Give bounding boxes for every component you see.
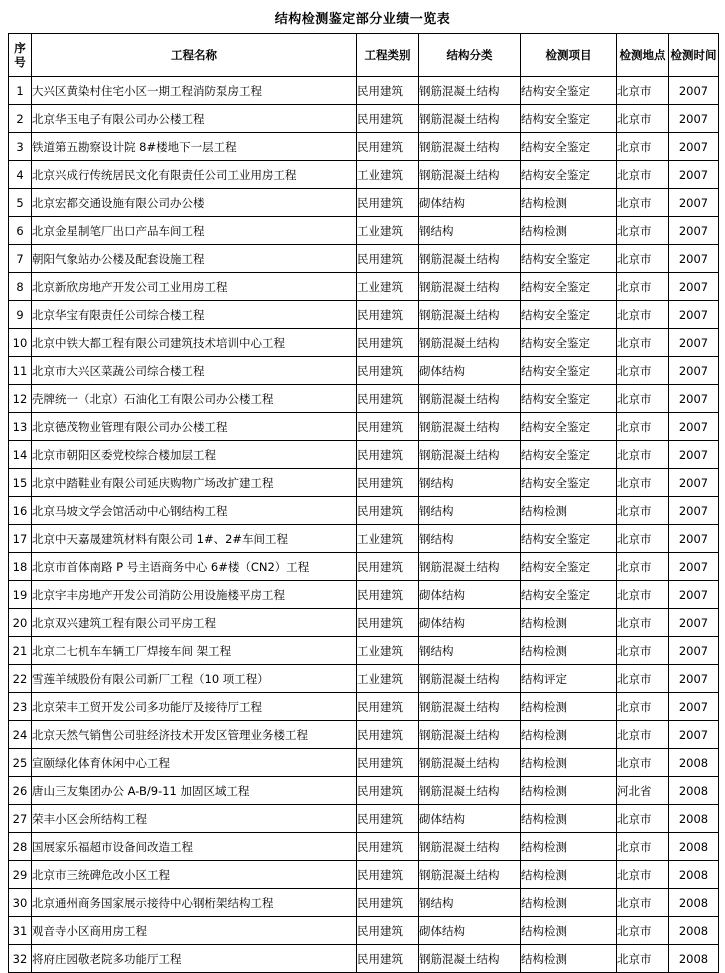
inspection-item: 结构检测 [521,777,617,805]
structure-type: 砌体结构 [419,189,521,217]
inspection-place: 北京市 [617,301,669,329]
table-row [9,525,719,553]
structure-type: 钢筋混凝土结构 [419,413,521,441]
structure-type: 钢筋混凝土结构 [419,693,521,721]
row-number: 30 [9,889,32,917]
table-row [9,441,719,469]
row-number: 19 [9,581,32,609]
inspection-place: 北京市 [617,581,669,609]
inspection-place: 北京市 [617,889,669,917]
inspection-item: 结构安全鉴定 [521,301,617,329]
structure-type: 钢筋混凝土结构 [419,273,521,301]
inspection-place: 北京市 [617,833,669,861]
project-type: 民用建筑 [357,385,419,413]
structure-type: 钢筋混凝土结构 [419,245,521,273]
project-type: 民用建筑 [357,189,419,217]
project-type: 民用建筑 [357,301,419,329]
row-number: 8 [9,273,32,301]
project-type: 民用建筑 [357,133,419,161]
inspection-item: 结构检测 [521,497,617,525]
structure-type: 钢结构 [419,637,521,665]
inspection-place: 北京市 [617,861,669,889]
inspection-item: 结构检测 [521,693,617,721]
project-name: 北京市大兴区菜蔬公司综合楼工程 [32,357,357,385]
project-type: 民用建筑 [357,833,419,861]
row-number: 2 [9,105,32,133]
project-name: 北京中铁大都工程有限公司建筑技术培训中心工程 [32,329,357,357]
inspection-item: 结构安全鉴定 [521,273,617,301]
inspection-place: 北京市 [617,245,669,273]
project-name: 宣颐绿化体育休闲中心工程 [32,749,357,777]
project-type: 民用建筑 [357,469,419,497]
row-number: 4 [9,161,32,189]
row-number: 21 [9,637,32,665]
row-number: 12 [9,385,32,413]
table-row [9,301,719,329]
row-number: 24 [9,721,32,749]
project-type: 民用建筑 [357,553,419,581]
inspection-place: 北京市 [617,945,669,973]
inspection-place: 北京市 [617,553,669,581]
row-number: 23 [9,693,32,721]
table-row [9,693,719,721]
row-number: 6 [9,217,32,245]
table-row [9,77,719,105]
structure-type: 钢筋混凝土结构 [419,945,521,973]
inspection-place: 北京市 [617,469,669,497]
table-row [9,833,719,861]
inspection-place: 北京市 [617,805,669,833]
structure-type: 砌体结构 [419,917,521,945]
table-row [9,497,719,525]
table-row [9,777,719,805]
structure-type: 钢结构 [419,525,521,553]
inspection-place: 北京市 [617,721,669,749]
header-project-name: 工程名称 [32,34,357,77]
structure-type: 钢结构 [419,469,521,497]
table-row [9,245,719,273]
inspection-year: 2007 [669,553,719,581]
inspection-year: 2007 [669,77,719,105]
inspection-place: 北京市 [617,665,669,693]
inspection-item: 结构安全鉴定 [521,581,617,609]
structure-type: 钢筋混凝土结构 [419,385,521,413]
inspection-item: 结构安全鉴定 [521,245,617,273]
project-type: 民用建筑 [357,329,419,357]
inspection-item: 结构安全鉴定 [521,553,617,581]
inspection-year: 2007 [669,301,719,329]
inspection-year: 2007 [669,273,719,301]
inspection-item: 结构安全鉴定 [521,385,617,413]
project-type: 工业建筑 [357,525,419,553]
structure-type: 砌体结构 [419,805,521,833]
project-name: 北京金星制笔厂出口产品车间工程 [32,217,357,245]
inspection-item: 结构安全鉴定 [521,133,617,161]
table-row [9,749,719,777]
inspection-place: 北京市 [617,385,669,413]
row-number: 15 [9,469,32,497]
inspection-place: 北京市 [617,637,669,665]
header-project-type: 工程类别 [357,34,419,77]
project-name: 观音寺小区商用房工程 [32,917,357,945]
inspection-year: 2008 [669,945,719,973]
project-type: 民用建筑 [357,889,419,917]
inspection-year: 2007 [669,469,719,497]
project-name: 北京宇丰房地产开发公司消防公用设施楼平房工程 [32,581,357,609]
inspection-place: 北京市 [617,105,669,133]
project-type: 民用建筑 [357,413,419,441]
performance-table [8,33,719,973]
inspection-place: 北京市 [617,413,669,441]
project-type: 民用建筑 [357,805,419,833]
inspection-place: 北京市 [617,441,669,469]
row-number: 26 [9,777,32,805]
table-row [9,581,719,609]
inspection-item: 结构安全鉴定 [521,469,617,497]
header-structure-type: 结构分类 [419,34,521,77]
header-inspection-item: 检测项目 [521,34,617,77]
inspection-place: 北京市 [617,217,669,245]
row-number: 14 [9,441,32,469]
project-name: 北京华宝有限责任公司综合楼工程 [32,301,357,329]
inspection-year: 2007 [669,441,719,469]
structure-type: 钢筋混凝土结构 [419,133,521,161]
inspection-place: 河北省 [617,777,669,805]
project-type: 民用建筑 [357,609,419,637]
inspection-year: 2007 [669,133,719,161]
row-number: 5 [9,189,32,217]
inspection-item: 结构安全鉴定 [521,161,617,189]
project-type: 民用建筑 [357,693,419,721]
project-name: 北京中天嘉晟建筑材料有限公司 1#、2#车间工程 [32,525,357,553]
inspection-year: 2007 [669,161,719,189]
inspection-year: 2007 [669,413,719,441]
project-name: 北京马坡文学会馆活动中心钢结构工程 [32,497,357,525]
structure-type: 钢结构 [419,889,521,917]
inspection-year: 2007 [669,637,719,665]
table-row [9,133,719,161]
row-number: 13 [9,413,32,441]
inspection-place: 北京市 [617,357,669,385]
row-number: 3 [9,133,32,161]
structure-type: 钢筋混凝土结构 [419,77,521,105]
inspection-item: 结构检测 [521,637,617,665]
inspection-place: 北京市 [617,749,669,777]
table-row [9,105,719,133]
project-type: 民用建筑 [357,105,419,133]
inspection-year: 2007 [669,721,719,749]
inspection-place: 北京市 [617,497,669,525]
project-name: 雪莲羊绒股份有限公司新厂工程（10 项工程） [32,665,357,693]
table-row [9,469,719,497]
document-title: 结构检测鉴定部分业绩一览表 [274,12,451,27]
row-number: 22 [9,665,32,693]
row-number: 28 [9,833,32,861]
project-name: 北京宏都交通设施有限公司办公楼 [32,189,357,217]
inspection-item: 结构检测 [521,917,617,945]
table-row [9,889,719,917]
inspection-item: 结构安全鉴定 [521,357,617,385]
inspection-place: 北京市 [617,133,669,161]
inspection-item: 结构安全鉴定 [521,413,617,441]
project-name: 北京通州商务国家展示接待中心钢桁架结构工程 [32,889,357,917]
inspection-year: 2007 [669,497,719,525]
structure-type: 砌体结构 [419,581,521,609]
project-type: 民用建筑 [357,749,419,777]
structure-type: 钢筋混凝土结构 [419,721,521,749]
project-name: 北京新欣房地产开发公司工业用房工程 [32,273,357,301]
row-number: 10 [9,329,32,357]
table-row [9,217,719,245]
inspection-year: 2008 [669,833,719,861]
inspection-year: 2007 [669,693,719,721]
inspection-place: 北京市 [617,189,669,217]
header-inspection-year: 检测时间 [669,34,719,77]
table-row [9,273,719,301]
project-type: 民用建筑 [357,917,419,945]
inspection-place: 北京市 [617,609,669,637]
inspection-year: 2008 [669,777,719,805]
inspection-item: 结构检测 [521,889,617,917]
project-type: 民用建筑 [357,245,419,273]
structure-type: 钢筋混凝土结构 [419,749,521,777]
project-type: 民用建筑 [357,861,419,889]
row-number: 31 [9,917,32,945]
table-row [9,357,719,385]
project-name: 大兴区黄染村住宅小区一期工程消防泵房工程 [32,77,357,105]
project-name: 北京市首体南路 P 号主语商务中心 6#楼（CN2）工程 [32,553,357,581]
inspection-item: 结构检测 [521,833,617,861]
project-name: 壳牌统一（北京）石油化工有限公司办公楼工程 [32,385,357,413]
inspection-year: 2008 [669,917,719,945]
structure-type: 钢筋混凝土结构 [419,105,521,133]
project-name: 北京天然气销售公司驻经济技术开发区管理业务楼工程 [32,721,357,749]
inspection-year: 2008 [669,861,719,889]
row-number: 27 [9,805,32,833]
table-row [9,665,719,693]
row-number: 9 [9,301,32,329]
project-name: 将府庄园敬老院多功能厅工程 [32,945,357,973]
project-type: 工业建筑 [357,665,419,693]
inspection-year: 2007 [669,665,719,693]
inspection-item: 结构安全鉴定 [521,105,617,133]
project-name: 北京中踏鞋业有限公司延庆购物广场改扩建工程 [32,469,357,497]
inspection-item: 结构安全鉴定 [521,441,617,469]
row-number: 32 [9,945,32,973]
header-inspection-place: 检测地点 [617,34,669,77]
inspection-item: 结构检测 [521,945,617,973]
inspection-year: 2008 [669,889,719,917]
project-type: 民用建筑 [357,441,419,469]
project-name: 北京二七机车车辆工厂焊接车间 架工程 [32,637,357,665]
project-name: 铁道第五勘察设计院 8#楼地下一层工程 [32,133,357,161]
row-number: 20 [9,609,32,637]
inspection-item: 结构检测 [521,721,617,749]
project-name: 北京华玉电子有限公司办公楼工程 [32,105,357,133]
project-name: 北京市三统碑危改小区工程 [32,861,357,889]
row-number: 1 [9,77,32,105]
inspection-place: 北京市 [617,273,669,301]
structure-type: 钢筋混凝土结构 [419,441,521,469]
project-name: 北京荣丰工贸开发公司多功能厅及接待厅工程 [32,693,357,721]
row-number: 17 [9,525,32,553]
project-type: 民用建筑 [357,357,419,385]
inspection-item: 结构评定 [521,665,617,693]
inspection-item: 结构检测 [521,217,617,245]
project-type: 工业建筑 [357,161,419,189]
structure-type: 钢筋混凝土结构 [419,553,521,581]
structure-type: 砌体结构 [419,357,521,385]
inspection-year: 2007 [669,105,719,133]
structure-type: 钢筋混凝土结构 [419,861,521,889]
inspection-item: 结构安全鉴定 [521,525,617,553]
table-row [9,637,719,665]
structure-type: 钢筋混凝土结构 [419,329,521,357]
inspection-item: 结构安全鉴定 [521,329,617,357]
structure-type: 钢筋混凝土结构 [419,833,521,861]
project-name: 北京市朝阳区委党校综合楼加层工程 [32,441,357,469]
inspection-item: 结构安全鉴定 [521,77,617,105]
table-row [9,413,719,441]
table-row [9,329,719,357]
inspection-year: 2007 [669,581,719,609]
project-type: 民用建筑 [357,497,419,525]
inspection-year: 2007 [669,329,719,357]
table-body [9,77,719,973]
table-row [9,721,719,749]
structure-type: 钢筋混凝土结构 [419,777,521,805]
inspection-year: 2007 [669,217,719,245]
inspection-place: 北京市 [617,917,669,945]
project-type: 民用建筑 [357,945,419,973]
structure-type: 钢筋混凝土结构 [419,301,521,329]
project-name: 唐山三友集团办公 A-B/9-11 加固区域工程 [32,777,357,805]
table-row [9,917,719,945]
row-number: 25 [9,749,32,777]
row-number: 16 [9,497,32,525]
inspection-year: 2007 [669,189,719,217]
project-name: 国展家乐福超市设备间改造工程 [32,833,357,861]
inspection-place: 北京市 [617,329,669,357]
structure-type: 砌体结构 [419,609,521,637]
inspection-item: 结构检测 [521,805,617,833]
table-row [9,805,719,833]
row-number: 7 [9,245,32,273]
project-name: 北京德茂物业管理有限公司办公楼工程 [32,413,357,441]
project-type: 民用建筑 [357,777,419,805]
table-header-row [9,34,719,77]
inspection-item: 结构检测 [521,609,617,637]
row-number: 29 [9,861,32,889]
structure-type: 钢筋混凝土结构 [419,161,521,189]
project-name: 北京双兴建筑工程有限公司平房工程 [32,609,357,637]
inspection-item: 结构检测 [521,189,617,217]
inspection-year: 2008 [669,749,719,777]
table-row [9,553,719,581]
inspection-place: 北京市 [617,161,669,189]
project-type: 民用建筑 [357,77,419,105]
project-type: 工业建筑 [357,637,419,665]
project-name: 北京兴成行传统居民文化有限责任公司工业用房工程 [32,161,357,189]
table-row [9,861,719,889]
project-name: 荣丰小区会所结构工程 [32,805,357,833]
inspection-place: 北京市 [617,693,669,721]
inspection-year: 2007 [669,385,719,413]
inspection-year: 2007 [669,525,719,553]
project-type: 民用建筑 [357,581,419,609]
table-row [9,189,719,217]
inspection-item: 结构检测 [521,861,617,889]
inspection-year: 2007 [669,245,719,273]
project-type: 工业建筑 [357,217,419,245]
inspection-place: 北京市 [617,77,669,105]
table-row [9,945,719,973]
project-type: 民用建筑 [357,721,419,749]
inspection-year: 2007 [669,357,719,385]
inspection-place: 北京市 [617,525,669,553]
project-name: 朝阳气象站办公楼及配套设施工程 [32,245,357,273]
structure-type: 钢筋混凝土结构 [419,665,521,693]
structure-type: 钢结构 [419,497,521,525]
inspection-item: 结构检测 [521,749,617,777]
table-row [9,609,719,637]
inspection-year: 2007 [669,609,719,637]
project-type: 工业建筑 [357,273,419,301]
inspection-year: 2008 [669,805,719,833]
header-no: 序号 [9,34,32,77]
row-number: 18 [9,553,32,581]
structure-type: 钢结构 [419,217,521,245]
row-number: 11 [9,357,32,385]
table-row [9,385,719,413]
table-row [9,161,719,189]
